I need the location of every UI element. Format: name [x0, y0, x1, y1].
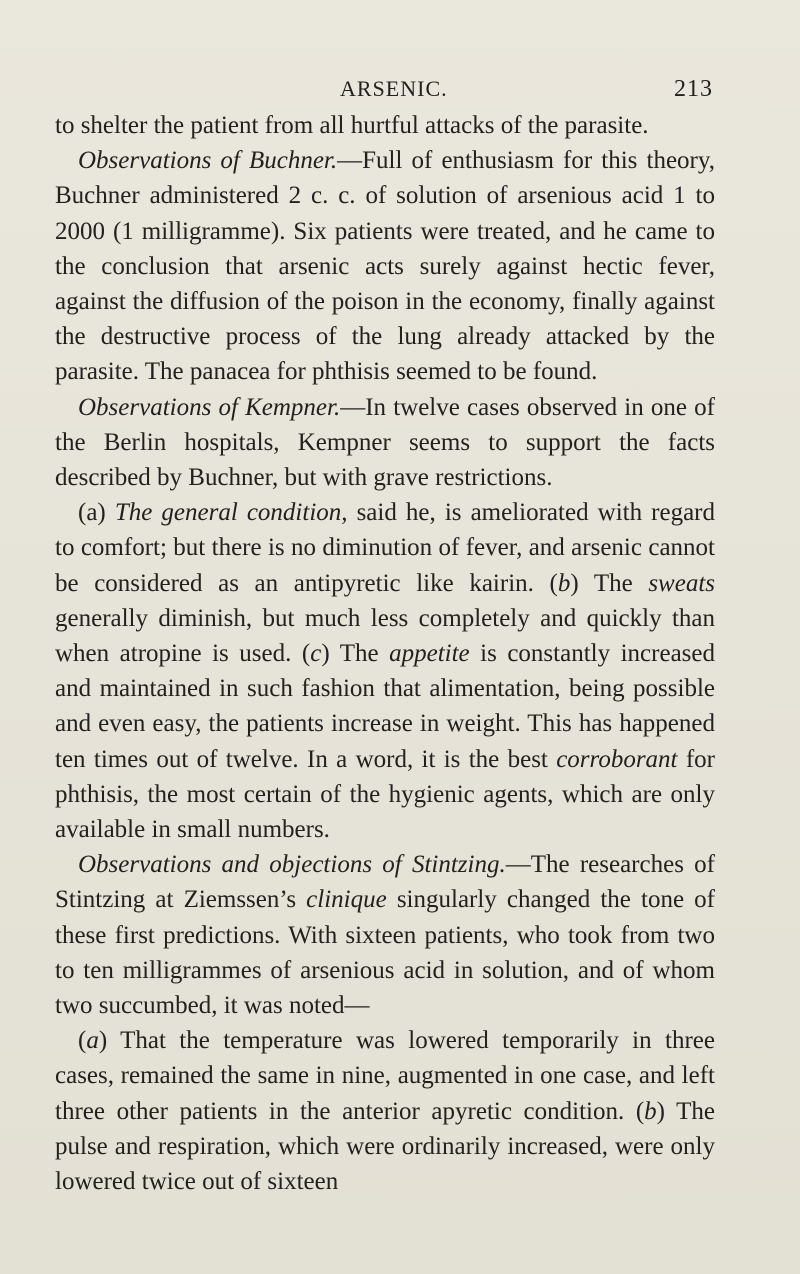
paragraph-kempner-findings	[55, 495, 715, 847]
paragraph-text: to shelter the patient from all hurtful attacks of the parasite.	[55, 112, 649, 139]
body-text	[55, 108, 715, 1199]
paragraph-text: —The researches of Stintzing at Ziemssen’s	[55, 851, 715, 914]
paragraph-text: singularly changed the tone of these first predictions. With sixteen patients, who took from two to ten milligrammes of arsenious acid in solution, and of whom two succumbed, it was noted—	[55, 886, 715, 1020]
paragraph-continuation	[55, 108, 715, 143]
item-letter: a	[86, 1027, 99, 1055]
italic-term: clinique	[306, 886, 387, 914]
paragraph-text: —In twelve cases observed in one of the Berlin hospitals, Kempner seems to support the facts described by Buchner, but with grave restrictions.	[55, 393, 715, 492]
paragraph-text: ) That the temperature was lowered temporarily in three cases, remained the same in nine, augmented in one case, and left three other patients in the anterior apyretic condition. (	[55, 1027, 715, 1125]
item-label: (	[549, 569, 558, 597]
paragraph-stintzing-findings	[55, 1023, 715, 1199]
italic-term: appetite	[389, 640, 470, 668]
running-head	[340, 76, 713, 106]
running-head-title: ARSENIC.	[340, 76, 448, 101]
item-letter: b	[557, 569, 571, 597]
item-label: (a)	[78, 499, 115, 527]
paragraph-buchner	[55, 143, 715, 389]
paragraph-text: for phthisis, the most certain of the hygienic agents, which are only available in small numbers.	[55, 745, 715, 844]
item-letter: c	[310, 640, 322, 668]
section-heading: Observations and objections of Stintzing.	[78, 851, 506, 879]
paragraph-text: is constantly increased and maintained in such fashion that alimentation, being possible and even easy, the patients increase in weight. This has happened ten times out of twelve. In a word, it is the best	[55, 640, 715, 773]
item-letter: b	[644, 1097, 657, 1125]
item-label: ) The	[321, 640, 390, 668]
section-heading: Observations of Kempner.	[78, 393, 341, 421]
item-label: ) The	[570, 569, 649, 597]
paragraph-text: —Full of enthusiasm for this theory, Buchner administered 2 c. c. of solution of arsenious acid 1 to 2000 (1 milligramme). Six patients were treated, and he came to the conclusion that arsenic acts surely against hectic fever, against the diffusion of the poison in the economy, finally against the destructive process of the lung already attacked by the parasite. The panacea for phthisis seemed to be found.	[55, 147, 715, 386]
section-heading: Observations of Buchner.	[78, 147, 338, 175]
italic-term: corroborant	[556, 745, 678, 773]
italic-term: The general condition,	[114, 499, 348, 527]
paragraph-kempner	[55, 390, 715, 496]
paragraph-text: generally diminish, but much less completely and quickly than when atropine is used. (	[55, 604, 715, 668]
paragraph-text: said he, is ameliorated with regard to comfort; but there is no diminution of fever, and arsenic cannot be considered as an antipyretic like kairin.	[55, 499, 715, 597]
paragraph-text: ) The pulse and respiration, which were ordinarily increased, were only lowered twice out of sixteen	[55, 1097, 715, 1196]
italic-term: sweats	[648, 569, 715, 597]
paragraph-stintzing	[55, 847, 715, 1023]
page-number: 213	[674, 76, 713, 102]
item-label: (	[78, 1027, 87, 1055]
